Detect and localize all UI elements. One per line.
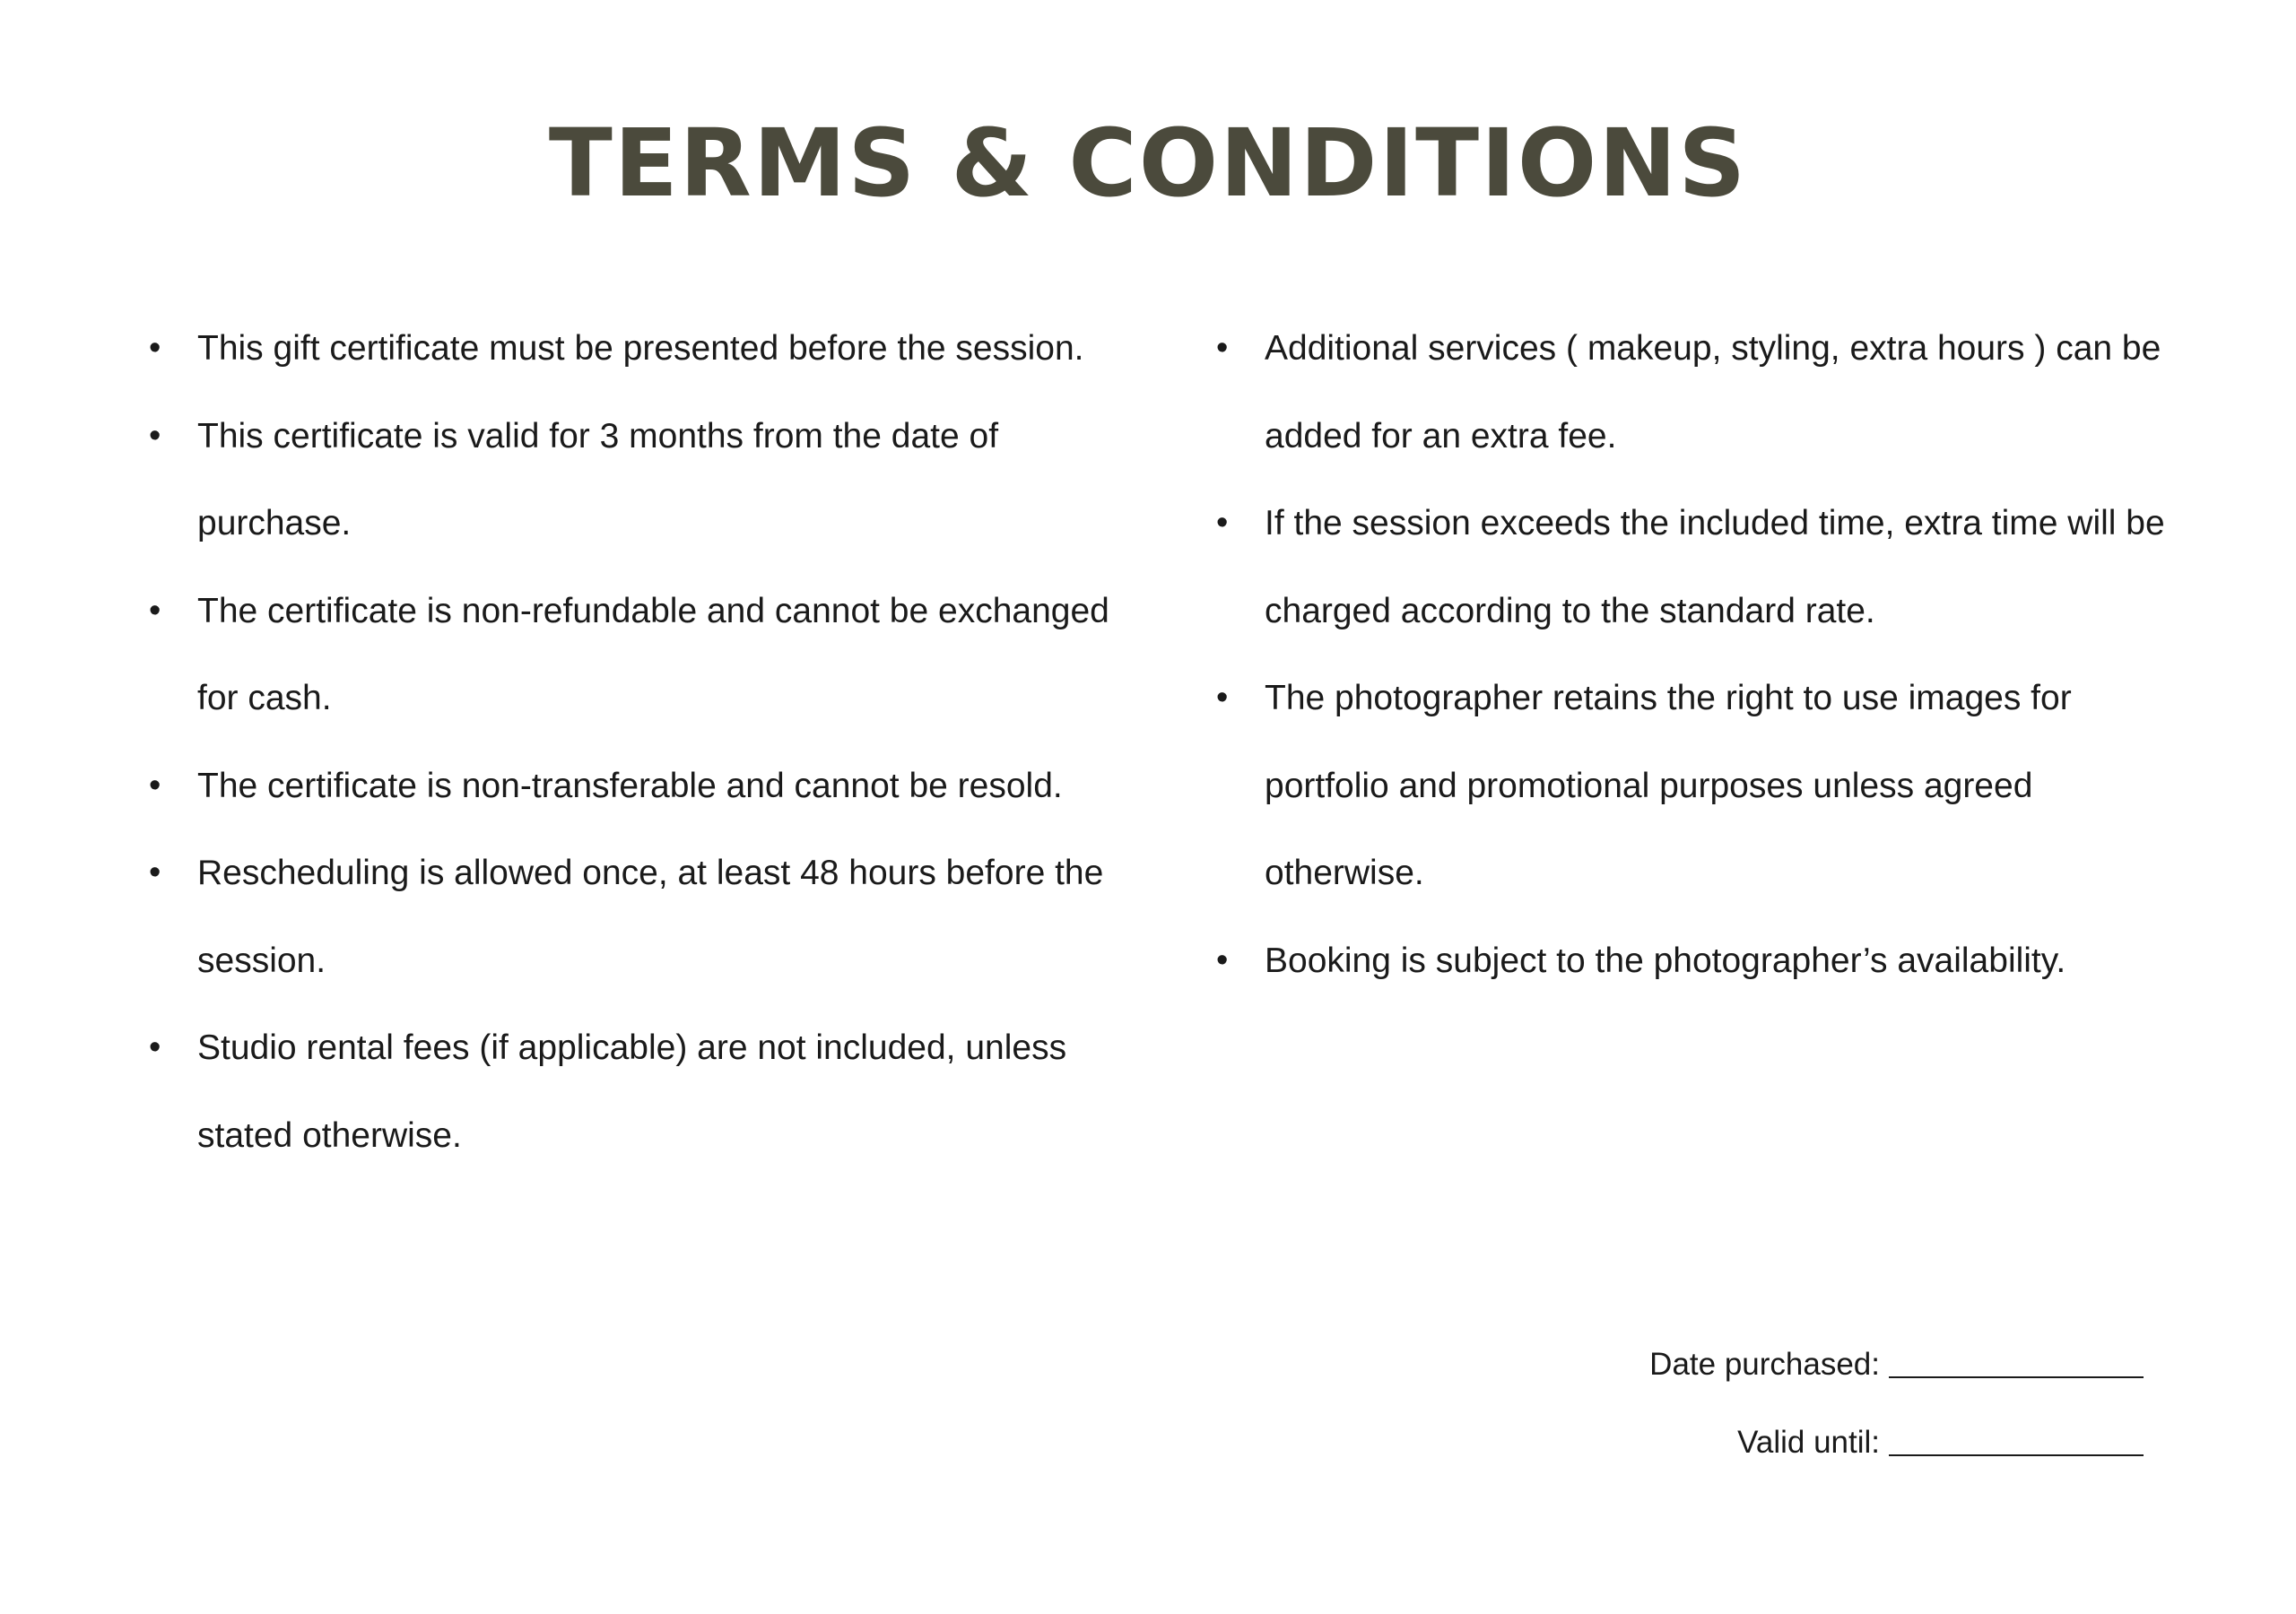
bullet-icon: • [149,416,161,455]
bullet-icon: • [1216,941,1229,979]
term-item [144,829,1148,1004]
terms-list-right [1211,305,2179,1004]
term-item [144,742,1148,830]
term-text: Studio rental fees (if applicable) are not included, unless stated otherwise. [197,1028,1067,1155]
bullet-icon: • [1216,679,1229,716]
term-text: The certificate is non-transferable and cannot be resold. [197,766,1063,805]
term-text: This gift certificate must be presented before the session. [197,329,1084,368]
valid-until-row [1649,1416,2144,1494]
term-text: Rescheduling is allowed once, at least 48 hours before the session. [197,854,1104,980]
date-purchased-blank[interactable] [1889,1376,2144,1378]
term-item [1211,480,2179,655]
term-text: This certificate is valid for 3 months from the date of purchase. [197,416,999,542]
term-item [1211,305,2179,480]
date-purchased-row [1649,1338,2144,1416]
bullet-icon: • [149,329,161,367]
term-item [144,393,1148,568]
valid-until-blank[interactable] [1889,1454,2144,1456]
term-text: The photographer retains the right to use images for portfolio and promotional purposes unless agreed otherwise. [1265,679,2072,892]
term-item [144,305,1148,393]
term-item [144,568,1148,742]
bullet-icon: • [149,854,161,891]
bullet-icon: • [1216,504,1229,542]
term-item [144,1004,1148,1179]
bullet-icon: • [149,591,161,629]
certificate-fields [1649,1338,2144,1494]
terms-list-left [144,305,1148,1179]
page-title: TERMS & CONDITIONS [548,108,1748,218]
term-item [1211,917,2179,1005]
term-text: Booking is subject to the photographer’s availability. [1265,941,2066,980]
term-text: If the session exceeds the included time, extra time will be charged according to the standard rate. [1265,504,2165,630]
bullet-icon: • [149,766,161,804]
bullet-icon: • [149,1028,161,1066]
term-item [1211,655,2179,917]
bullet-icon: • [1216,329,1229,367]
term-text: The certificate is non-refundable and cannot be exchanged for cash. [197,591,1109,717]
date-purchased-label: Date purchased: [1649,1347,1880,1382]
term-text: Additional services ( makeup, styling, extra hours ) can be added for an extra fee. [1265,329,2161,456]
valid-until-label: Valid until: [1737,1425,1880,1460]
